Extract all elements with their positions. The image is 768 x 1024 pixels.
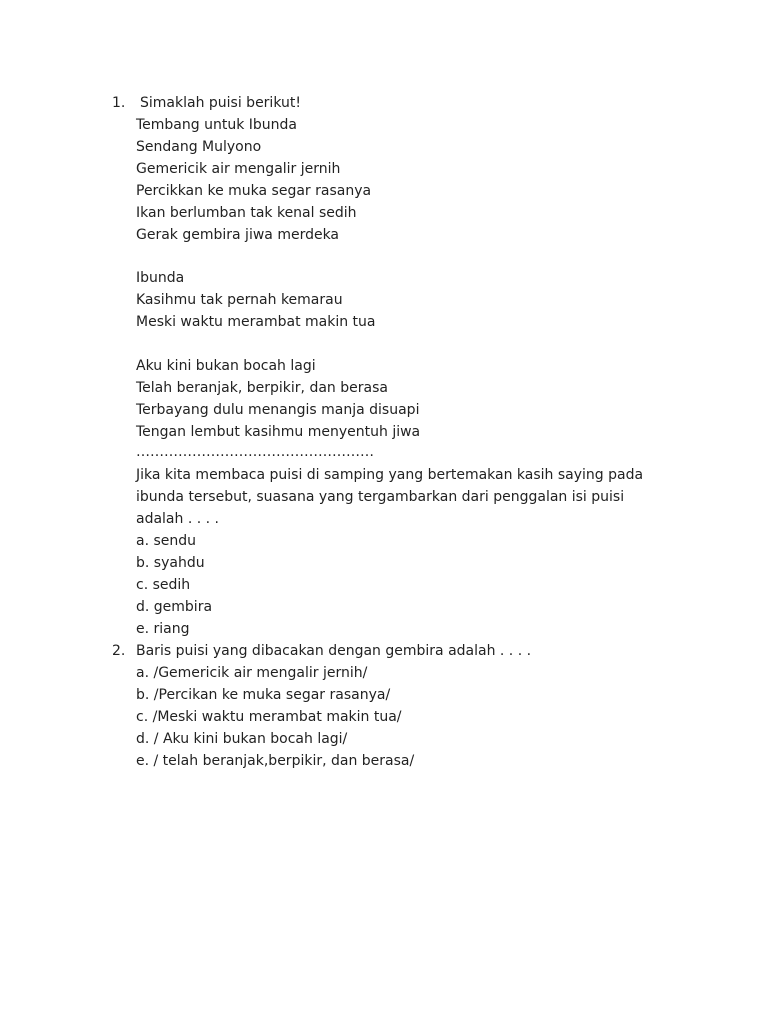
poem-line: Aku kini bukan bocah lagi	[136, 358, 316, 374]
question-1-option-c: c. sedih	[136, 577, 191, 593]
question-1-option-b: b. syahdu	[136, 555, 205, 571]
question-2-number: 2.	[112, 643, 126, 659]
question-1-prompt: Simaklah puisi berikut!	[140, 95, 301, 111]
poem-line: Meski waktu merambat makin tua	[136, 314, 376, 330]
question-2-option-a: a. /Gemericik air mengalir jernih/	[136, 665, 368, 681]
poem-line: Ikan berlumban tak kenal sedih	[136, 205, 357, 221]
poem-line: Percikkan ke muka segar rasanya	[136, 183, 372, 199]
question-1-text: Jika kita membaca puisi di samping yang bertemakan kasih saying pada	[136, 467, 644, 483]
question-2-option-d: d. / Aku kini bukan bocah lagi/	[136, 731, 348, 747]
poem-title: Tembang untuk Ibunda	[136, 117, 297, 133]
question-1-option-a: a. sendu	[136, 533, 197, 549]
question-1-text: adalah . . . .	[136, 511, 219, 527]
question-2-option-b: b. /Percikan ke muka segar rasanya/	[136, 687, 391, 703]
poem-line: Terbayang dulu menangis manja disuapi	[136, 402, 420, 418]
poem-line: Gemericik air mengalir jernih	[136, 161, 341, 177]
question-1-option-e: e. riang	[136, 621, 190, 637]
question-2-option-e: e. / telah beranjak,berpikir, dan berasa/	[136, 753, 415, 769]
question-1-number: 1.	[112, 95, 126, 111]
poem-line: Gerak gembira jiwa merdeka	[136, 227, 340, 243]
poem-ellipsis: ……………………………………………	[136, 444, 374, 460]
question-2-option-c: c. /Meski waktu merambat makin tua/	[136, 709, 402, 725]
poem-line: Kasihmu tak pernah kemarau	[136, 292, 343, 308]
poem-line: Tengan lembut kasihmu menyentuh jiwa	[136, 424, 421, 440]
poem-line: Ibunda	[136, 270, 185, 286]
question-2-prompt: Baris puisi yang dibacakan dengan gembira adalah . . . .	[136, 643, 532, 659]
poem-line: Telah beranjak, berpikir, dan berasa	[136, 380, 388, 396]
question-1-text: ibunda tersebut, suasana yang tergambarkan dari penggalan isi puisi	[136, 489, 625, 505]
poem-author: Sendang Mulyono	[136, 139, 262, 155]
question-1-option-d: d. gembira	[136, 599, 213, 615]
